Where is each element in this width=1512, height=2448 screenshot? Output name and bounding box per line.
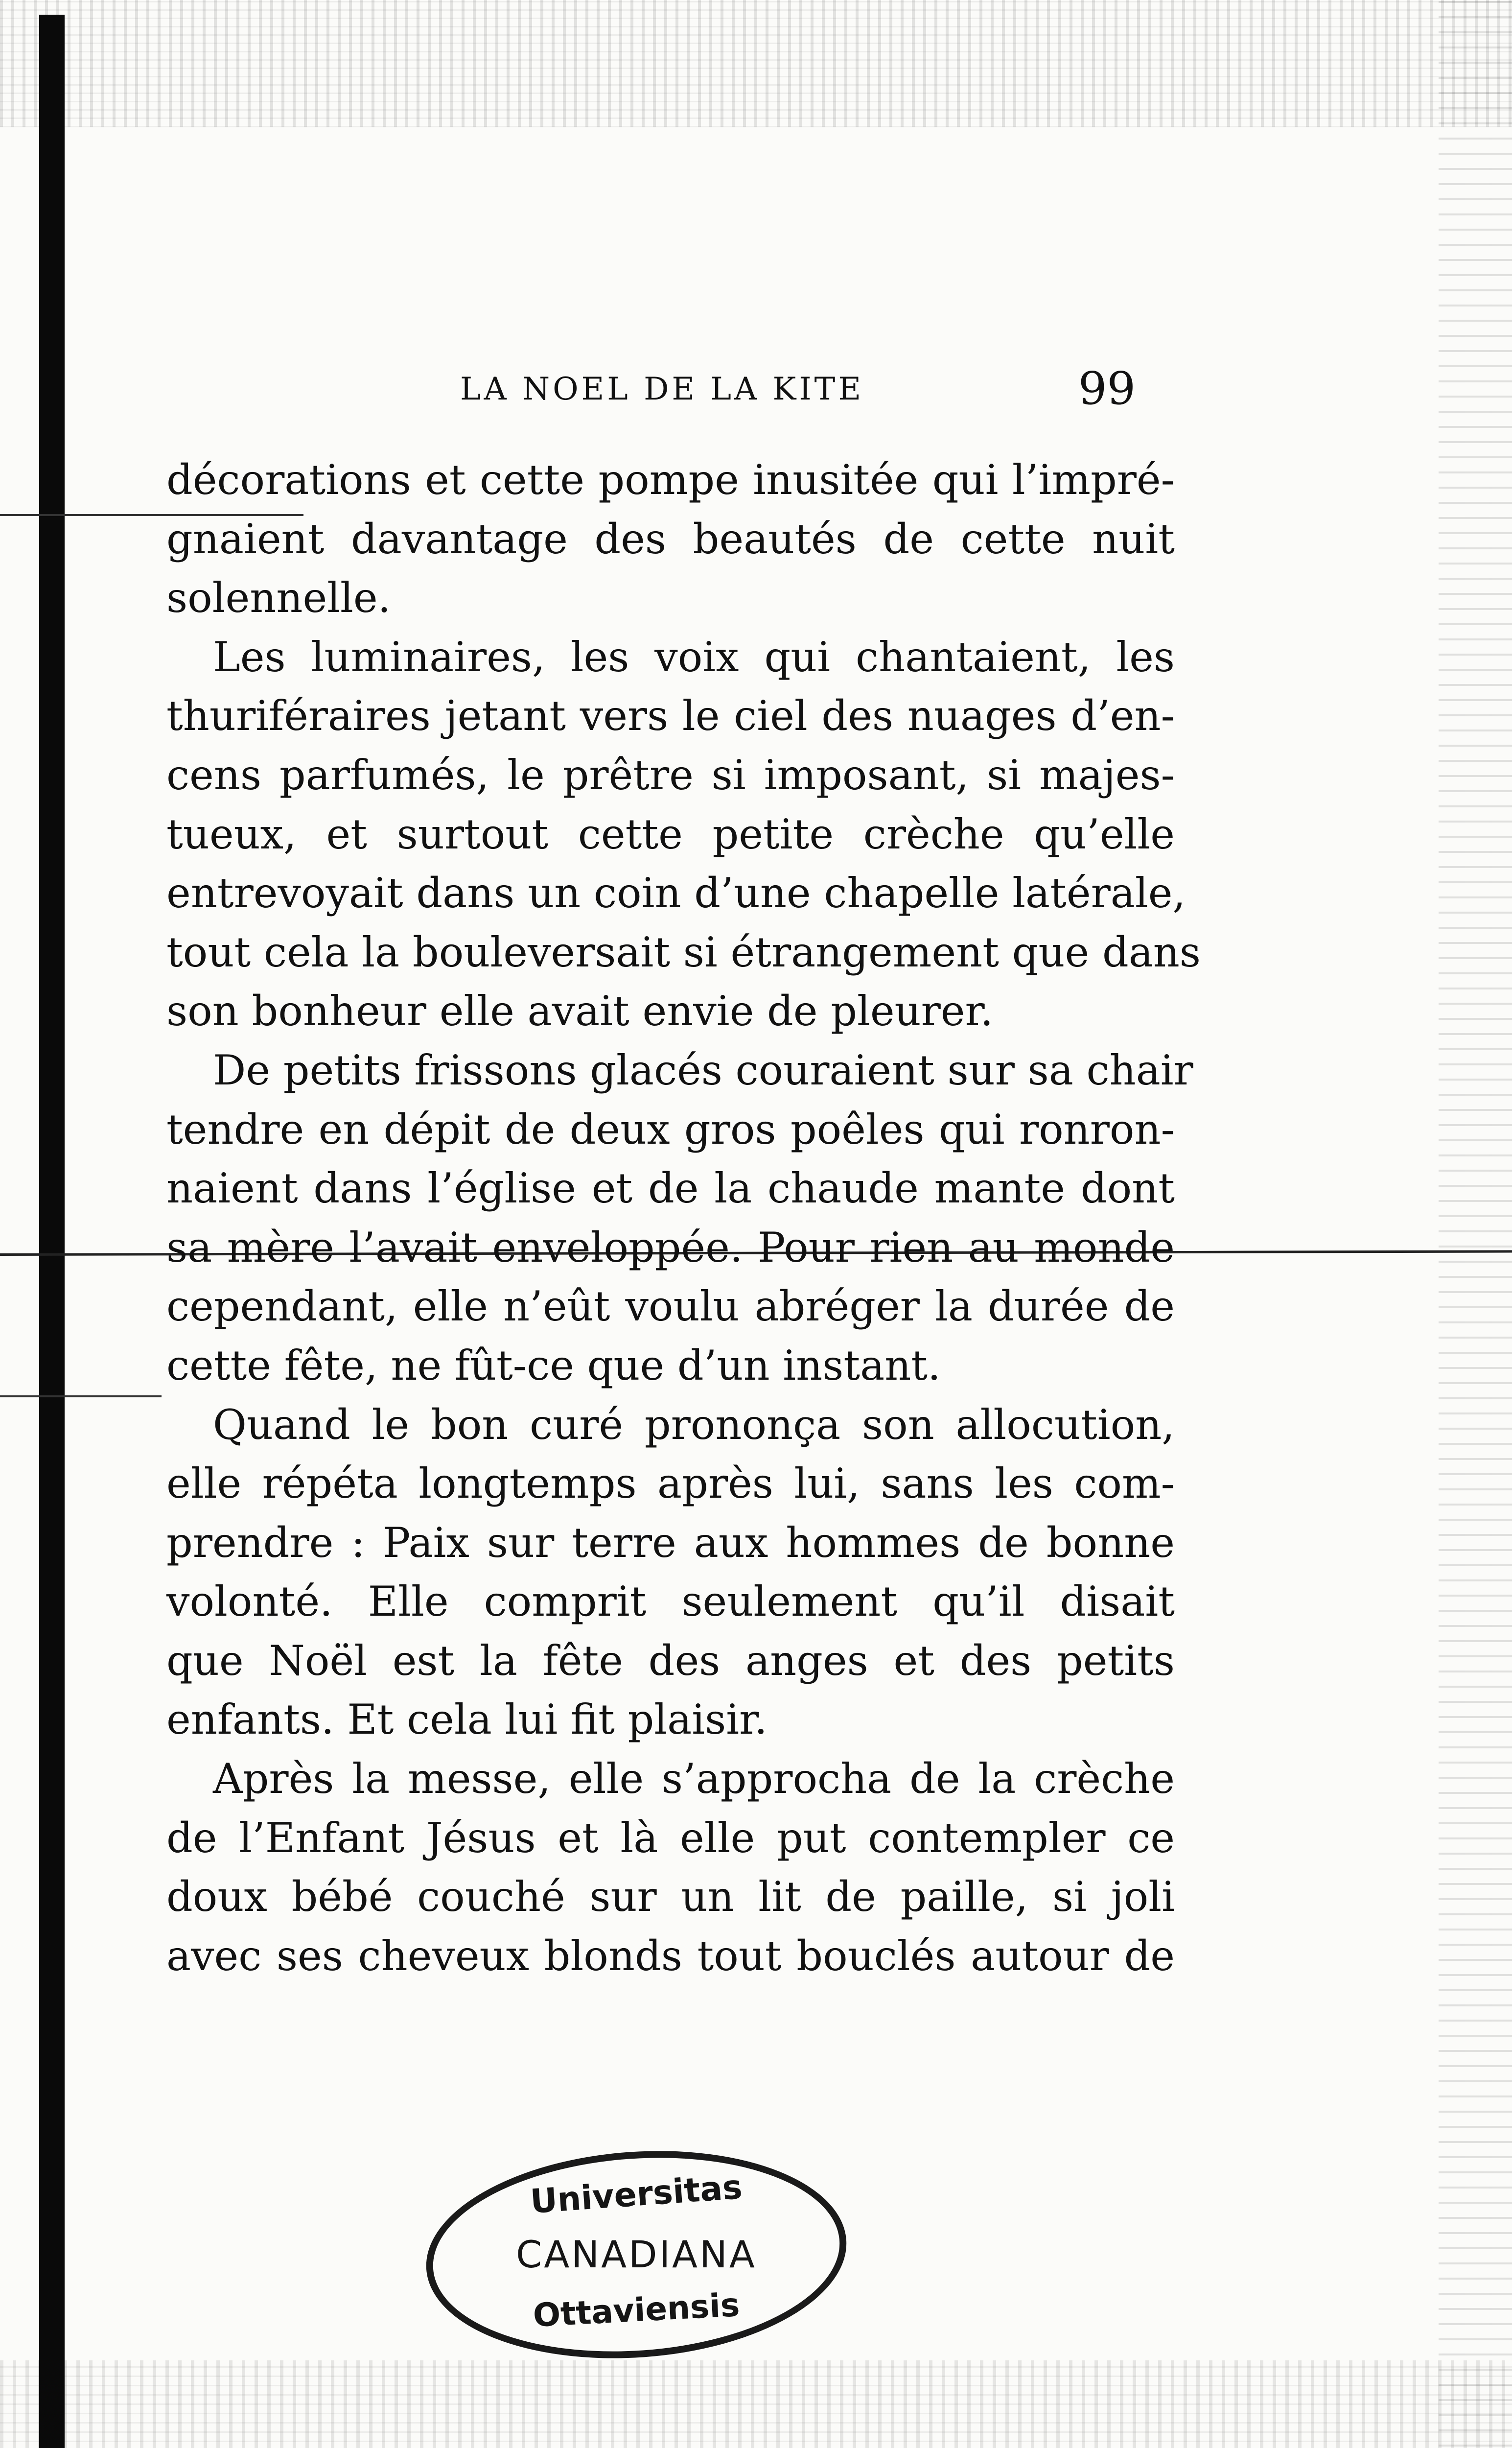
text-line: Les luminaires, les voix qui chantaient, les — [213, 633, 1175, 681]
text-line: prendre : Paix sur terre aux hommes de bonne — [166, 1518, 1175, 1567]
scan-noise-right — [1439, 0, 1512, 2448]
text-line: Quand le bon curé prononça son allocution, — [213, 1400, 1175, 1449]
scan-noise-bottom — [0, 2360, 1512, 2448]
scan-noise-top — [0, 0, 1512, 127]
paragraph — [166, 1749, 1175, 1985]
text-line: elle répéta longtemps après lui, sans les com- — [166, 1459, 1175, 1508]
text-line: tueux, et surtout cette petite crèche qu’elle — [166, 810, 1175, 858]
text-line: cependant, elle n’eût voulu abréger la durée de — [166, 1282, 1175, 1331]
running-title: LA NOEL DE LA KITE — [460, 371, 864, 407]
text-line: cens parfumés, le prêtre si imposant, si majes- — [166, 751, 1175, 799]
paragraph — [166, 1041, 1193, 1395]
text-line: que Noël est la fête des anges et des petits — [166, 1636, 1175, 1685]
text-line: sa mère l’avait enveloppée. Pour rien au monde — [166, 1223, 1175, 1271]
stamp-text-top: Universitas — [529, 2167, 744, 2222]
text-line: avec ses cheveux blonds tout bouclés autour de — [166, 1931, 1175, 1980]
text-line: doux bébé couché sur un lit de paille, si joli — [166, 1873, 1175, 1921]
paragraph — [166, 450, 1175, 628]
text-line: thuriféraires jetant vers le ciel des nuages d’en- — [166, 692, 1175, 740]
text-line: gnaient davantage des beautés de cette nuit — [166, 515, 1175, 563]
body-text — [166, 450, 1201, 1985]
library-stamp — [426, 2152, 847, 2357]
text-line: décorations et cette pompe inusitée qui l’impré- — [166, 456, 1175, 504]
paragraph — [166, 628, 1201, 1041]
stamp-text-middle: CANADIANA — [516, 2233, 757, 2276]
text-line: solennelle. — [166, 574, 391, 622]
text-line: Après la messe, elle s’approcha de la crèche — [213, 1755, 1175, 1803]
text-line: cette fête, ne fût-ce que d’un instant. — [166, 1341, 941, 1389]
text-line: tout cela la bouleversait si étrangement que dans — [166, 928, 1201, 976]
binding-shadow — [39, 15, 65, 2448]
running-head — [441, 362, 1136, 421]
text-line: tendre en dépit de deux gros poêles qui ronron- — [166, 1105, 1175, 1153]
text-line: naient dans l’église et de la chaude mante dont — [166, 1164, 1175, 1213]
page-number: 99 — [1078, 362, 1136, 415]
text-line: de l’Enfant Jésus et là elle put contempler ce — [166, 1813, 1175, 1862]
stamp-text-bottom: Ottaviensis — [532, 2286, 741, 2334]
text-line: enfants. Et cela lui fit plaisir. — [166, 1695, 768, 1744]
text-line: volonté. Elle comprit seulement qu’il disait — [166, 1577, 1175, 1626]
text-line: De petits frissons glacés couraient sur sa chair — [213, 1046, 1193, 1094]
paragraph — [166, 1395, 1175, 1750]
scan-artifact-line — [0, 1395, 162, 1397]
text-line: entrevoyait dans un coin d’une chapelle latérale, — [166, 869, 1186, 918]
text-line: son bonheur elle avait envie de pleurer. — [166, 987, 994, 1036]
